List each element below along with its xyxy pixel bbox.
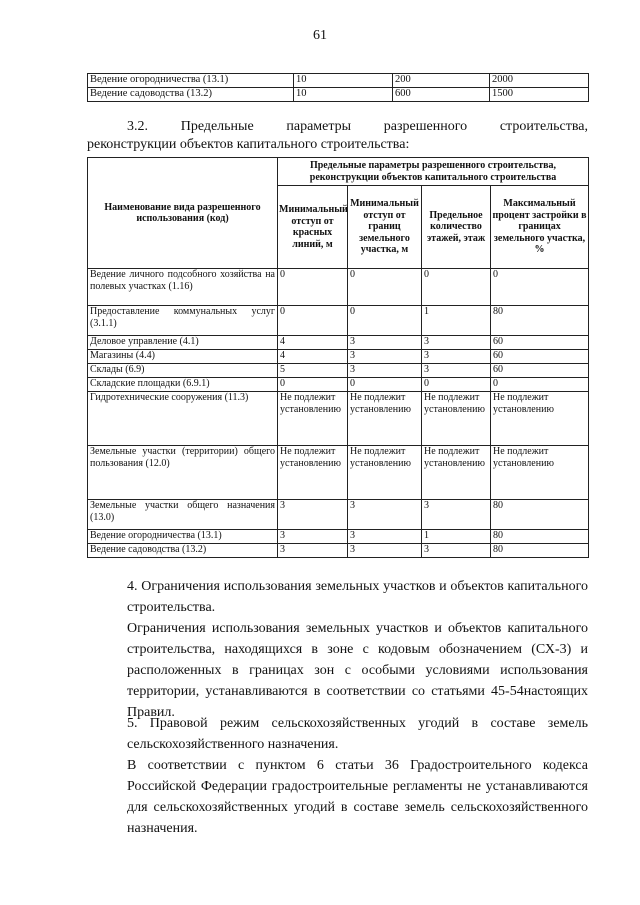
table-cell: Ведение садоводства (13.2) (88, 88, 294, 102)
row-value: 1 (422, 306, 491, 336)
row-value: 3 (348, 500, 422, 530)
row-value: 80 (491, 500, 589, 530)
table-cell: 1500 (490, 88, 589, 102)
table-row (88, 500, 589, 530)
row-value: 3 (278, 500, 348, 530)
row-value: 0 (491, 378, 589, 392)
paragraph-5-heading: 5. Правовой режим сельскохозяйственных угодий в составе земель сельскохозяйственного назначения. (127, 716, 588, 752)
row-value: 5 (278, 364, 348, 378)
row-value: 3 (422, 364, 491, 378)
paragraph-4-body: Ограничения использования земельных участков и объектов капитального строительства, находящихся в зоне с кодовым обозначением (СХ-3) и расположенных в границах зон с особыми условиями использования территории, устанавливаются в соответствии со статьями 45-54настоящих Правил. (127, 621, 588, 720)
header-col: Предельное количество этажей, этаж (422, 186, 491, 269)
table-cell: 10 (294, 88, 393, 102)
row-value: Не подлежит установлению (491, 392, 589, 446)
row-value: 3 (422, 336, 491, 350)
section-word: 3.2. (127, 119, 148, 134)
row-value: 3 (348, 530, 422, 544)
row-value: Не подлежит установлению (278, 446, 348, 500)
row-value: 0 (348, 269, 422, 306)
row-value: 4 (278, 350, 348, 364)
section-word: параметры (286, 119, 352, 134)
table-row (88, 336, 589, 350)
row-value: Не подлежит установлению (422, 392, 491, 446)
table-row (88, 269, 589, 306)
header-col: Минимальный отступ от границ земельного участка, м (348, 186, 422, 269)
row-value: 3 (422, 500, 491, 530)
table-row (88, 544, 589, 558)
params-table (87, 157, 589, 558)
table-row (88, 306, 589, 336)
row-value: 80 (491, 306, 589, 336)
row-name: Ведение личного подсобного хозяйства на полевых участках (1.16) (88, 269, 278, 306)
section-3-2-heading (87, 118, 588, 154)
row-value: 0 (278, 378, 348, 392)
row-value: 80 (491, 530, 589, 544)
row-value: 0 (422, 269, 491, 306)
table-row (88, 74, 589, 88)
section-word: Предельные (180, 119, 254, 134)
row-name: Магазины (4.4) (88, 350, 278, 364)
paragraph-4-heading: 4. Ограничения использования земельных участков и объектов капитального строительства. (127, 579, 588, 615)
row-value: 80 (491, 544, 589, 558)
section-word: строительства, (499, 119, 588, 134)
row-value: 0 (348, 378, 422, 392)
row-value: 0 (278, 269, 348, 306)
row-value: 0 (278, 306, 348, 336)
row-name: Земельные участки (территории) общего пользования (12.0) (88, 446, 278, 500)
section-word: разрешенного (383, 119, 468, 134)
row-name: Предоставление коммунальных услуг (3.1.1) (88, 306, 278, 336)
table-cell: 10 (294, 74, 393, 88)
table-cell: 2000 (490, 74, 589, 88)
row-value: Не подлежит установлению (278, 392, 348, 446)
row-name: Деловое управление (4.1) (88, 336, 278, 350)
row-value: 0 (491, 269, 589, 306)
table-row (88, 392, 589, 446)
row-value: Не подлежит установлению (348, 392, 422, 446)
header-name: Наименование вида разрешенного использования (код) (88, 158, 278, 269)
paragraph-5-body: В соответствии с пунктом 6 статьи 36 Градостроительного кодекса Российской Федерации градостроительные регламенты не устанавливаются для сельскохозяйственных угодий в составе земель сельскохозяйственного назначения. (127, 758, 588, 836)
row-name: Ведение садоводства (13.2) (88, 544, 278, 558)
header-col: Минимальный отступ от красных линий, м (278, 186, 348, 269)
row-value: 3 (348, 364, 422, 378)
row-name: Складские площадки (6.9.1) (88, 378, 278, 392)
header-col: Максимальный процент застройки в границах земельного участка, % (491, 186, 589, 269)
page-number: 61 (313, 28, 327, 43)
row-value: 0 (422, 378, 491, 392)
table-row (88, 530, 589, 544)
row-value: 3 (348, 350, 422, 364)
table-row (88, 350, 589, 364)
row-value: 60 (491, 336, 589, 350)
table-row (88, 378, 589, 392)
section-line-2: реконструкции объектов капитального строительства: (87, 137, 410, 152)
top-table (87, 73, 589, 102)
row-value: Не подлежит установлению (491, 446, 589, 500)
row-value: 3 (278, 530, 348, 544)
row-name: Ведение огородничества (13.1) (88, 530, 278, 544)
table-cell: 600 (393, 88, 490, 102)
row-value: 3 (348, 544, 422, 558)
row-value: Не подлежит установлению (348, 446, 422, 500)
row-name: Склады (6.9) (88, 364, 278, 378)
table-row (88, 446, 589, 500)
table-cell: 200 (393, 74, 490, 88)
row-value: 3 (422, 350, 491, 364)
row-value: 60 (491, 364, 589, 378)
row-value: 3 (278, 544, 348, 558)
row-value: Не подлежит установлению (422, 446, 491, 500)
row-value: 3 (348, 336, 422, 350)
row-value: 3 (422, 544, 491, 558)
row-value: 4 (278, 336, 348, 350)
table-row (88, 364, 589, 378)
row-value: 0 (348, 306, 422, 336)
row-value: 60 (491, 350, 589, 364)
row-name: Земельные участки общего назначения (13.0) (88, 500, 278, 530)
row-value: 1 (422, 530, 491, 544)
header-group: Предельные параметры разрешенного строительства, реконструкции объектов капитального строительства (278, 158, 589, 186)
table-cell: Ведение огородничества (13.1) (88, 74, 294, 88)
row-name: Гидротехнические сооружения (11.3) (88, 392, 278, 446)
table-row (88, 88, 589, 102)
